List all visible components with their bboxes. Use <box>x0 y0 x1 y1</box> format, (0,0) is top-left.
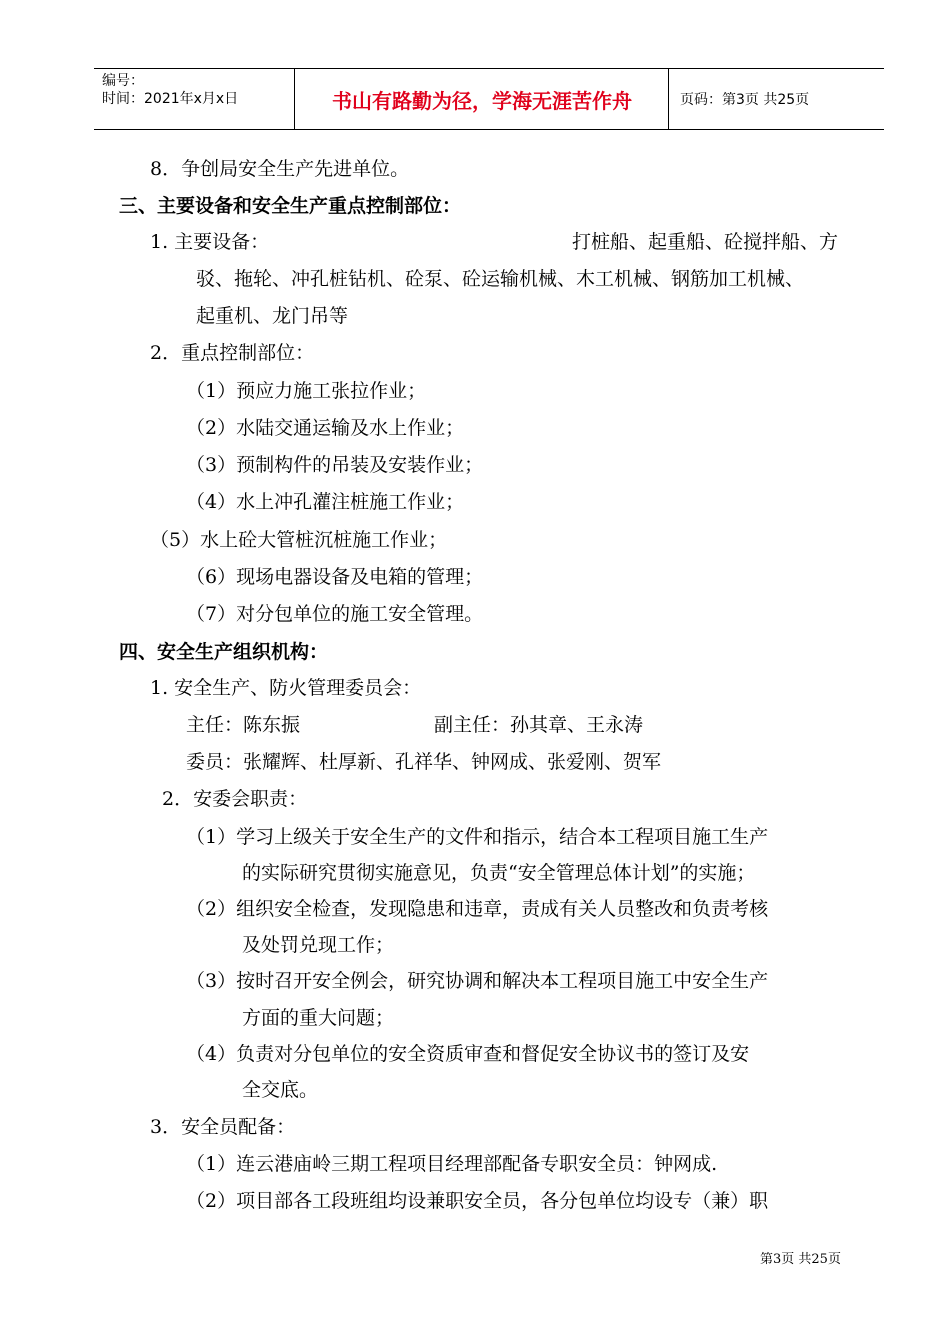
list-item: （2）水陆交通运输及水上作业； <box>186 417 465 439</box>
subsection-heading: 1. 安全生产、防火管理委员会： <box>150 677 422 699</box>
equipment-text: 打桩船、起重船、砼搅拌船、方 <box>572 231 839 253</box>
header-motto: 书山有路勤为径，学海无涯苦作舟 <box>332 88 632 113</box>
subsection-heading: 2．安委会职责： <box>162 788 308 810</box>
header-divider <box>294 69 295 129</box>
list-item: （5）水上砼大管桩沉桩施工作业； <box>150 529 448 551</box>
section-heading: 四、安全生产组织机构： <box>119 641 329 663</box>
list-item: （2）项目部各工段班组均设兼职安全员，各分包单位均设专（兼）职 <box>186 1190 769 1212</box>
members-text: 委员：张耀辉、杜厚新、孔祥华、钟网成、张爱刚、贺军 <box>186 751 662 773</box>
equipment-label: 1. 主要设备： <box>150 231 270 253</box>
list-item-continued: 方面的重大问题； <box>242 1007 395 1029</box>
header-page-info: 页码：第3页 共25页 <box>680 92 810 108</box>
list-item: （3）按时召开安全例会，研究协调和解决本工程项目施工中安全生产 <box>186 970 769 992</box>
equipment-text: 起重机、龙门吊等 <box>196 305 349 327</box>
equipment-text: 驳、拖轮、冲孔桩钻机、砼泵、砼运输机械、木工机械、钢筋加工机械、 <box>196 268 805 290</box>
time-label: 时间：2021年x月x日 <box>102 91 239 107</box>
list-item: （4）负责对分包单位的安全资质审查和督促安全协议书的签订及安 <box>186 1043 750 1065</box>
list-item: （7）对分包单位的施工安全管理。 <box>186 603 484 625</box>
list-item-continued: 及处罚兑现工作； <box>242 934 395 956</box>
page-header <box>94 68 884 130</box>
list-item: （1）连云港庙岭三期工程项目经理部配备专职安全员：钟网成. <box>186 1153 718 1175</box>
section-heading: 三、主要设备和安全生产重点控制部位： <box>119 195 462 217</box>
list-item: （6）现场电器设备及电箱的管理； <box>186 566 484 588</box>
subsection-heading: 2．重点控制部位： <box>150 342 315 364</box>
list-item: （4）水上冲孔灌注桩施工作业； <box>186 491 465 513</box>
list-item-continued: 的实际研究贯彻实施意见，负责“安全管理总体计划”的实施； <box>242 862 756 884</box>
subsection-heading: 3．安全员配备： <box>150 1116 296 1138</box>
list-item: （2）组织安全检查，发现隐患和违章，责成有关人员整改和负责考核 <box>186 898 769 920</box>
list-item: 8．争创局安全生产先进单位。 <box>150 158 410 180</box>
number-label: 编号： <box>102 73 144 89</box>
header-divider <box>668 69 669 129</box>
header-meta <box>102 72 238 108</box>
list-item: （3）预制构件的吊装及安装作业； <box>186 454 484 476</box>
page-footer: 第3页 共25页 <box>760 1252 841 1267</box>
list-item-continued: 全交底。 <box>242 1079 319 1101</box>
list-item: （1）预应力施工张拉作业； <box>186 380 427 402</box>
deputy-text: 副主任：孙其章、王永涛 <box>434 714 644 736</box>
director-text: 主任：陈东振 <box>186 714 301 736</box>
list-item: （1）学习上级关于安全生产的文件和指示，结合本工程项目施工生产 <box>186 826 769 848</box>
